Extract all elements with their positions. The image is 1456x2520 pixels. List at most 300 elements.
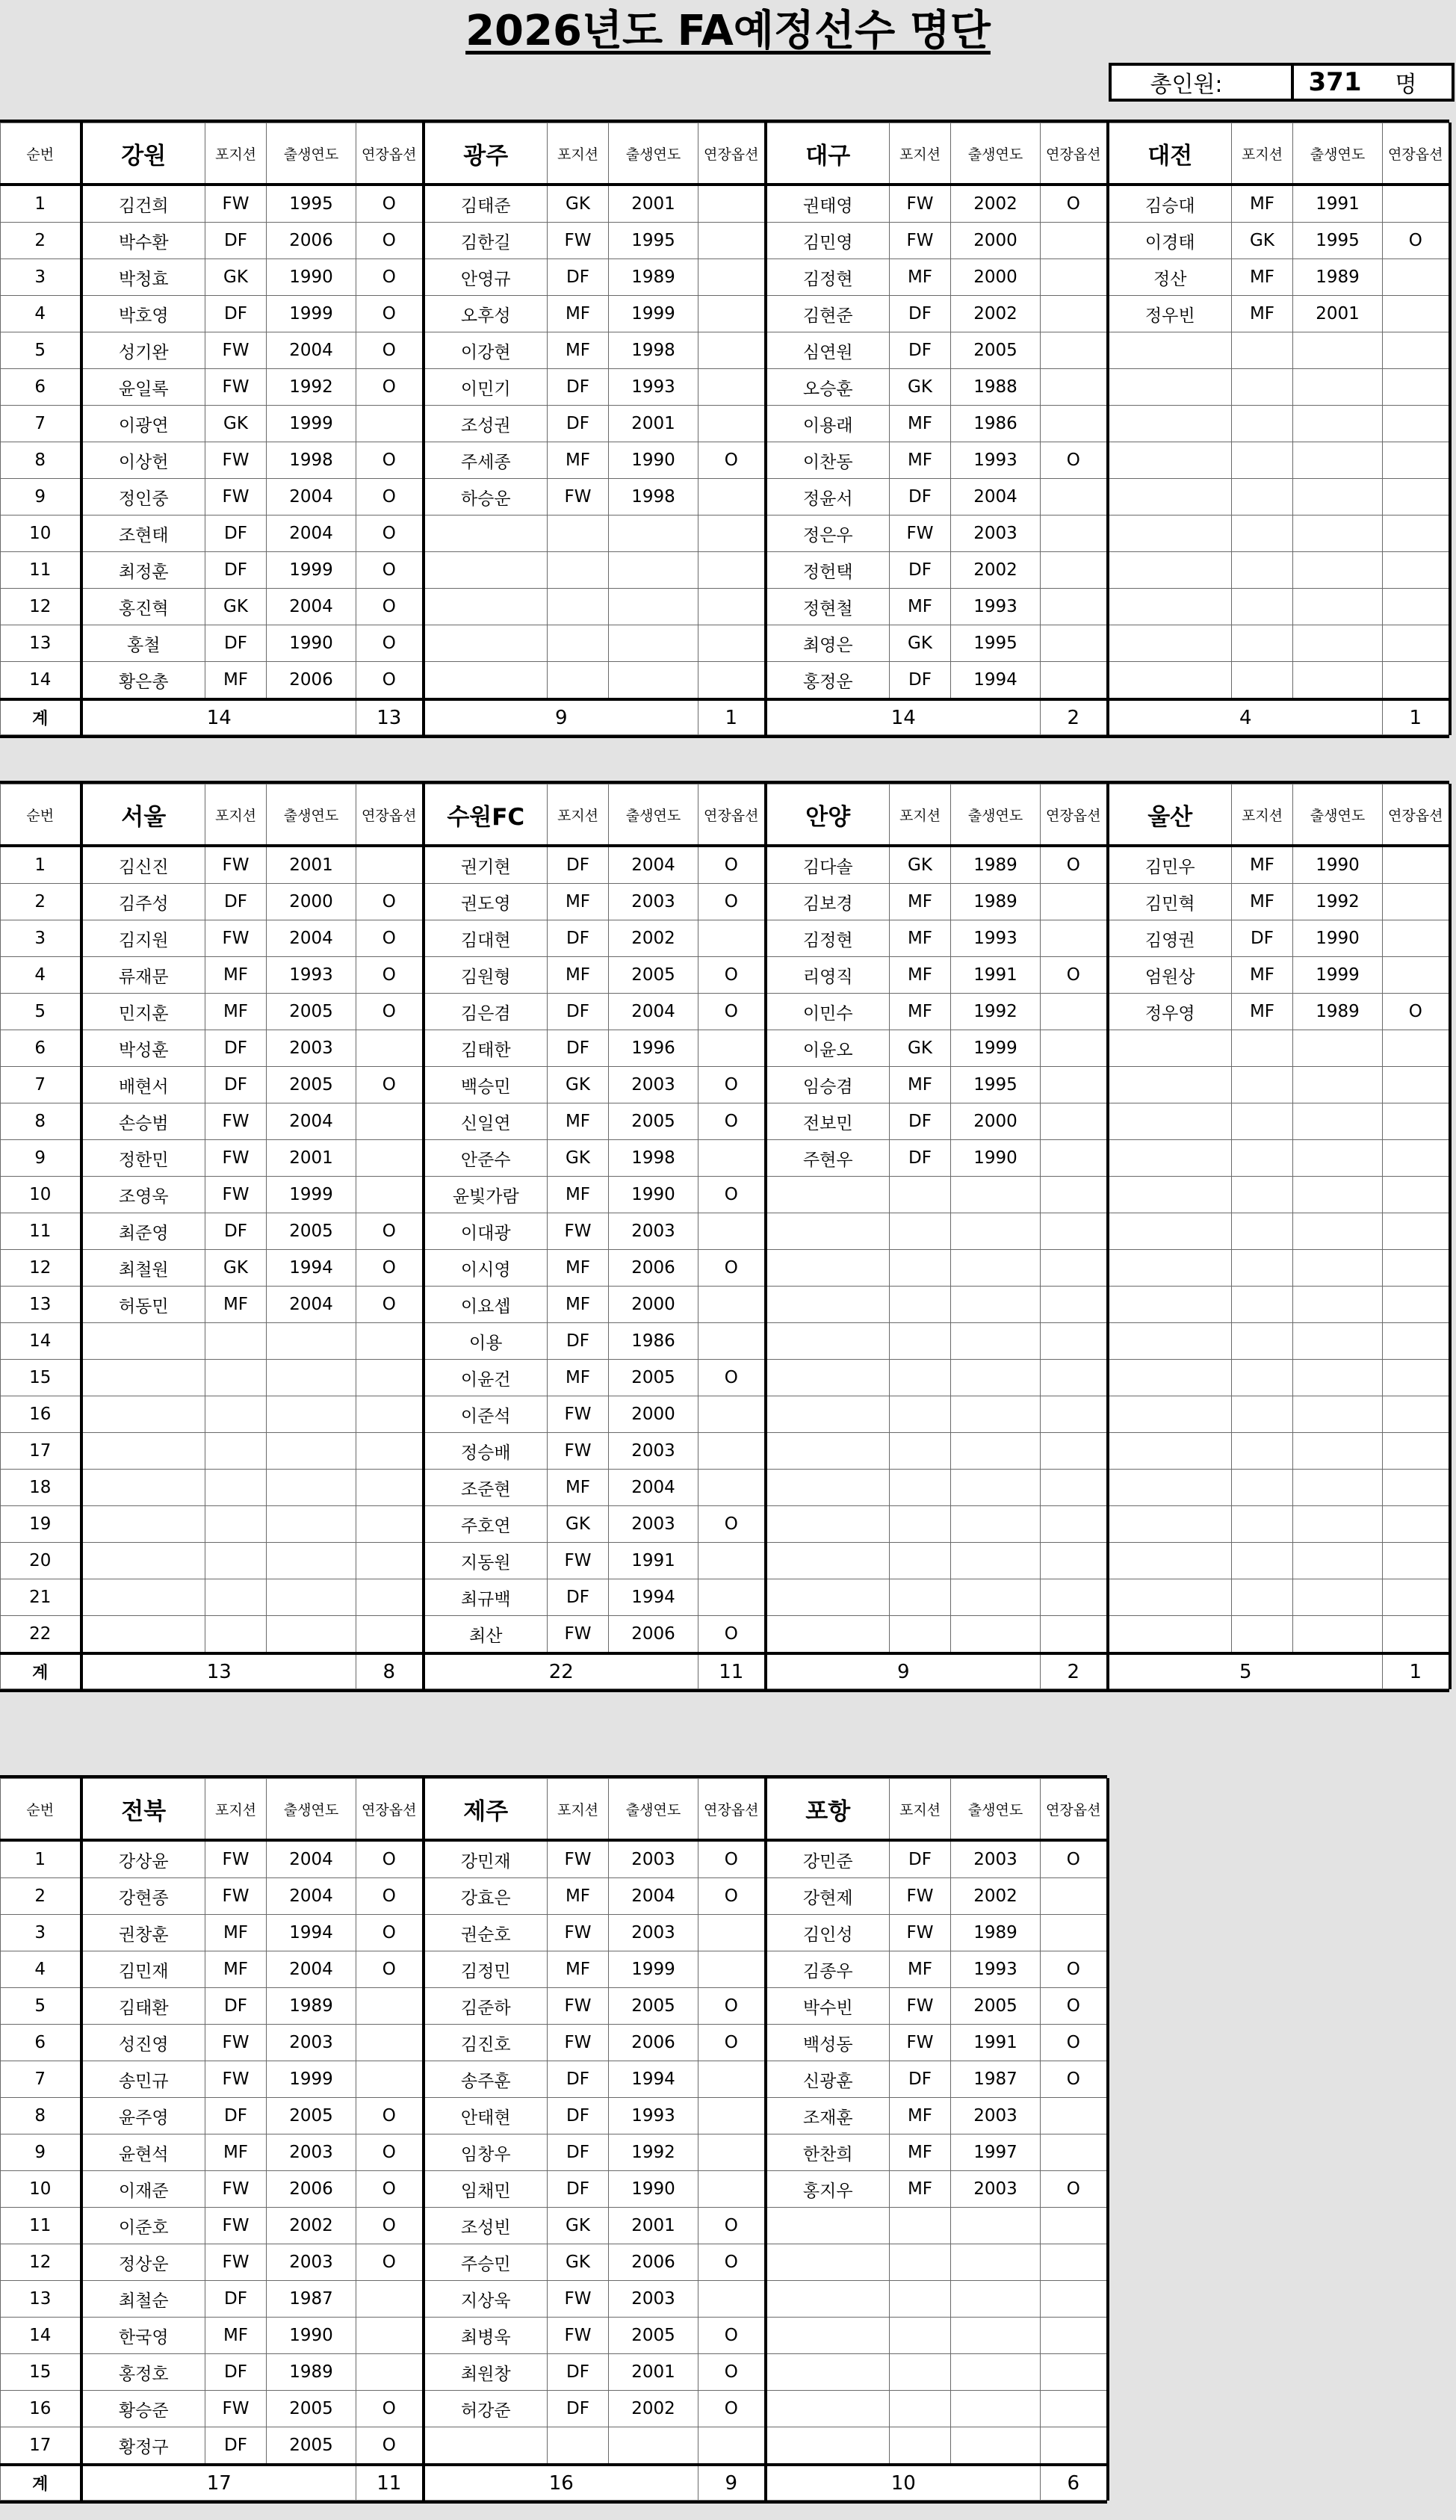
player-name xyxy=(1108,369,1232,406)
player-position: FW xyxy=(548,1915,609,1951)
table-row xyxy=(1,1616,1450,1654)
player-birth-year xyxy=(951,1470,1041,1506)
table-row xyxy=(1,516,1450,552)
player-name: 김신진 xyxy=(81,846,205,884)
player-position xyxy=(205,1323,267,1360)
player-option: O xyxy=(698,957,766,994)
player-option: O xyxy=(698,2318,766,2354)
team-option-total: 11 xyxy=(356,2465,424,2501)
player-option: O xyxy=(356,920,424,957)
team-player-total: 4 xyxy=(1108,699,1383,735)
player-option xyxy=(698,406,766,442)
player-name: 정인중 xyxy=(81,479,205,516)
player-name xyxy=(81,1543,205,1579)
player-name xyxy=(424,552,548,589)
player-name: 주호연 xyxy=(424,1506,548,1543)
row-number: 12 xyxy=(1,1250,81,1287)
player-position: MF xyxy=(548,1250,609,1287)
player-option xyxy=(698,662,766,700)
player-option xyxy=(1041,1543,1108,1579)
player-name: 신광훈 xyxy=(766,2061,890,2098)
table-row xyxy=(1,1323,1450,1360)
player-birth-year: 1993 xyxy=(609,2098,698,2134)
player-birth-year: 1993 xyxy=(951,1951,1041,1988)
player-name: 정윤서 xyxy=(766,479,890,516)
table-row xyxy=(1,369,1450,406)
player-option xyxy=(698,920,766,957)
table-row xyxy=(1,1878,1108,1915)
player-name: 이대광 xyxy=(424,1213,548,1250)
position-header: 포지션 xyxy=(548,784,609,846)
player-position: DF xyxy=(205,296,267,332)
table-row xyxy=(1,442,1450,479)
player-option xyxy=(356,1616,424,1654)
player-option xyxy=(1383,1579,1450,1616)
team-name: 울산 xyxy=(1108,784,1232,846)
player-position: FW xyxy=(548,1616,609,1654)
player-birth-year: 2006 xyxy=(609,2025,698,2061)
player-position: FW xyxy=(205,1840,267,1878)
player-option xyxy=(698,1470,766,1506)
player-position xyxy=(890,1396,951,1433)
player-position: DF xyxy=(548,406,609,442)
player-option xyxy=(1041,2244,1108,2281)
player-birth-year: 2002 xyxy=(267,2208,356,2244)
player-name: 강현종 xyxy=(81,1878,205,1915)
player-option xyxy=(698,1951,766,1988)
player-option xyxy=(1383,516,1450,552)
player-name: 김정현 xyxy=(766,920,890,957)
player-option xyxy=(356,1140,424,1177)
player-position: FW xyxy=(548,1213,609,1250)
row-number: 17 xyxy=(1,1433,81,1470)
player-position xyxy=(1232,1616,1293,1654)
player-option xyxy=(1383,185,1450,223)
player-option xyxy=(1383,442,1450,479)
player-position: DF xyxy=(205,625,267,662)
player-option xyxy=(356,1579,424,1616)
option-header: 연장옵션 xyxy=(698,123,766,185)
player-position: MF xyxy=(1232,296,1293,332)
player-name: 심연원 xyxy=(766,332,890,369)
player-birth-year: 1990 xyxy=(267,259,356,296)
player-name xyxy=(766,2208,890,2244)
table-row xyxy=(1,406,1450,442)
player-birth-year: 1998 xyxy=(267,442,356,479)
player-birth-year: 2002 xyxy=(609,2391,698,2427)
row-number: 18 xyxy=(1,1470,81,1506)
player-birth-year: 2001 xyxy=(609,2354,698,2391)
player-position: DF xyxy=(1232,920,1293,957)
player-position xyxy=(1232,1177,1293,1213)
player-birth-year: 1990 xyxy=(609,442,698,479)
player-option xyxy=(1383,1506,1450,1543)
player-birth-year xyxy=(609,552,698,589)
player-name: 조준현 xyxy=(424,1470,548,1506)
player-position xyxy=(1232,479,1293,516)
team-name: 수원FC xyxy=(424,784,548,846)
player-position: DF xyxy=(890,662,951,700)
player-birth-year: 1989 xyxy=(267,2354,356,2391)
player-name: 강효은 xyxy=(424,1878,548,1915)
row-number: 5 xyxy=(1,1988,81,2025)
player-name: 황정구 xyxy=(81,2427,205,2465)
player-birth-year xyxy=(951,1360,1041,1396)
player-birth-year: 1994 xyxy=(609,2061,698,2098)
player-birth-year xyxy=(951,2208,1041,2244)
table-row xyxy=(1,296,1450,332)
birth-year-header: 출생연도 xyxy=(609,1779,698,1841)
team-option-total: 11 xyxy=(698,1653,766,1689)
player-position: FW xyxy=(205,479,267,516)
player-position xyxy=(1232,1506,1293,1543)
player-birth-year: 2001 xyxy=(609,2208,698,2244)
player-birth-year: 1994 xyxy=(267,1250,356,1287)
team-option-total: 8 xyxy=(356,1653,424,1689)
player-position: DF xyxy=(890,479,951,516)
row-number: 4 xyxy=(1,957,81,994)
player-birth-year: 2004 xyxy=(267,1103,356,1140)
player-name xyxy=(1108,625,1232,662)
birth-year-header: 출생연도 xyxy=(609,123,698,185)
player-option: O xyxy=(1041,2171,1108,2208)
team-player-total: 22 xyxy=(424,1653,698,1689)
player-birth-year xyxy=(951,2244,1041,2281)
player-option xyxy=(698,2134,766,2171)
player-option xyxy=(698,369,766,406)
row-number: 11 xyxy=(1,552,81,589)
player-name: 황은총 xyxy=(81,662,205,700)
player-birth-year: 2004 xyxy=(267,332,356,369)
player-birth-year: 2003 xyxy=(609,1915,698,1951)
player-option xyxy=(1383,1067,1450,1103)
player-position: DF xyxy=(548,2134,609,2171)
player-name: 허강준 xyxy=(424,2391,548,2427)
player-position: DF xyxy=(205,2427,267,2465)
player-position: GK xyxy=(548,2208,609,2244)
position-header: 포지션 xyxy=(205,1779,267,1841)
player-name: 한국영 xyxy=(81,2318,205,2354)
row-number: 14 xyxy=(1,662,81,700)
player-name: 이민기 xyxy=(424,369,548,406)
team-option-total: 13 xyxy=(356,699,424,735)
player-option xyxy=(1383,369,1450,406)
player-position: FW xyxy=(890,516,951,552)
player-position: MF xyxy=(1232,259,1293,296)
seq-header: 순번 xyxy=(1,123,81,185)
row-number: 10 xyxy=(1,516,81,552)
team-player-total: 13 xyxy=(81,1653,356,1689)
player-position: DF xyxy=(205,2354,267,2391)
player-birth-year: 2003 xyxy=(267,1030,356,1067)
player-option xyxy=(1041,1396,1108,1433)
player-birth-year: 1994 xyxy=(267,1915,356,1951)
player-position xyxy=(1232,406,1293,442)
row-number: 16 xyxy=(1,1396,81,1433)
player-option xyxy=(1041,296,1108,332)
player-name: 민지훈 xyxy=(81,994,205,1030)
team-option-total: 2 xyxy=(1041,1653,1108,1689)
player-option: O xyxy=(356,1951,424,1988)
player-option xyxy=(698,1323,766,1360)
player-name: 강민준 xyxy=(766,1840,890,1878)
player-option xyxy=(356,1433,424,1470)
player-option xyxy=(698,1579,766,1616)
player-birth-year xyxy=(951,1213,1041,1250)
player-position: FW xyxy=(548,2281,609,2318)
player-name: 최정훈 xyxy=(81,552,205,589)
player-position: MF xyxy=(548,1360,609,1396)
player-position: MF xyxy=(890,2171,951,2208)
player-name: 김지원 xyxy=(81,920,205,957)
player-option: O xyxy=(698,2244,766,2281)
player-birth-year: 1999 xyxy=(1293,957,1383,994)
player-position xyxy=(1232,516,1293,552)
player-option xyxy=(1041,259,1108,296)
player-position: FW xyxy=(205,1878,267,1915)
player-option xyxy=(1041,223,1108,259)
roster-block xyxy=(0,781,1449,1692)
player-position xyxy=(1232,369,1293,406)
birth-year-header: 출생연도 xyxy=(1293,784,1383,846)
player-name xyxy=(81,1616,205,1654)
player-birth-year xyxy=(1293,1103,1383,1140)
player-option xyxy=(1383,589,1450,625)
player-option xyxy=(698,1433,766,1470)
player-position: MF xyxy=(548,296,609,332)
roster-block xyxy=(0,1775,1107,2504)
player-birth-year: 2006 xyxy=(609,1250,698,1287)
player-birth-year: 1999 xyxy=(267,1177,356,1213)
player-option: O xyxy=(698,1616,766,1654)
player-birth-year: 1991 xyxy=(609,1543,698,1579)
player-position: MF xyxy=(890,884,951,920)
player-birth-year: 2004 xyxy=(609,1470,698,1506)
player-position xyxy=(890,1177,951,1213)
table-row xyxy=(1,662,1450,700)
player-name: 송주훈 xyxy=(424,2061,548,2098)
player-name: 홍지우 xyxy=(766,2171,890,2208)
player-option: O xyxy=(698,1250,766,1287)
table-row xyxy=(1,1433,1450,1470)
table-row xyxy=(1,957,1450,994)
player-birth-year: 2004 xyxy=(609,1878,698,1915)
player-name: 김정현 xyxy=(766,259,890,296)
player-position: FW xyxy=(548,2318,609,2354)
player-option xyxy=(1041,2098,1108,2134)
player-birth-year xyxy=(1293,516,1383,552)
player-name: 권창훈 xyxy=(81,1915,205,1951)
player-name: 이용래 xyxy=(766,406,890,442)
player-name: 최산 xyxy=(424,1616,548,1654)
table-row xyxy=(1,2354,1108,2391)
player-name xyxy=(766,2244,890,2281)
player-birth-year: 2004 xyxy=(267,589,356,625)
player-birth-year: 2005 xyxy=(609,1360,698,1396)
player-option: O xyxy=(356,2208,424,2244)
player-position: DF xyxy=(548,1579,609,1616)
player-position: GK xyxy=(205,589,267,625)
player-birth-year: 1995 xyxy=(951,1067,1041,1103)
player-option xyxy=(356,1177,424,1213)
player-birth-year xyxy=(1293,1067,1383,1103)
row-number: 9 xyxy=(1,1140,81,1177)
player-option xyxy=(1383,552,1450,589)
player-position: GK xyxy=(548,2244,609,2281)
row-number: 15 xyxy=(1,1360,81,1396)
player-name xyxy=(1108,1323,1232,1360)
player-option: O xyxy=(698,846,766,884)
player-option: O xyxy=(698,1177,766,1213)
player-name xyxy=(766,1433,890,1470)
player-option xyxy=(356,846,424,884)
player-birth-year xyxy=(609,662,698,700)
player-name: 김원형 xyxy=(424,957,548,994)
player-option xyxy=(698,2061,766,2098)
player-birth-year: 2006 xyxy=(609,2244,698,2281)
player-birth-year: 1986 xyxy=(609,1323,698,1360)
player-birth-year: 2005 xyxy=(267,1067,356,1103)
player-name xyxy=(1108,1250,1232,1287)
player-name: 강상윤 xyxy=(81,1840,205,1878)
player-position: FW xyxy=(548,223,609,259)
player-birth-year: 2001 xyxy=(267,846,356,884)
player-option xyxy=(698,1140,766,1177)
player-option: O xyxy=(1041,1988,1108,2025)
player-birth-year: 2004 xyxy=(267,479,356,516)
player-name: 성진영 xyxy=(81,2025,205,2061)
player-option xyxy=(1041,1103,1108,1140)
birth-year-header: 출생연도 xyxy=(951,123,1041,185)
page-title: 2026년도 FA예정선수 명단 xyxy=(465,7,991,55)
player-birth-year: 1989 xyxy=(1293,994,1383,1030)
seq-header: 순번 xyxy=(1,784,81,846)
player-name: 성기완 xyxy=(81,332,205,369)
table-row xyxy=(1,2391,1108,2427)
player-option xyxy=(698,185,766,223)
player-birth-year: 1990 xyxy=(609,1177,698,1213)
player-option: O xyxy=(698,994,766,1030)
player-position: DF xyxy=(205,2098,267,2134)
table-row xyxy=(1,884,1450,920)
player-option xyxy=(356,1543,424,1579)
player-position xyxy=(1232,332,1293,369)
player-name: 정산 xyxy=(1108,259,1232,296)
player-birth-year: 1991 xyxy=(1293,185,1383,223)
player-option: O xyxy=(356,662,424,700)
total-label: 계 xyxy=(1,2465,81,2501)
position-header: 포지션 xyxy=(548,1779,609,1841)
player-position xyxy=(1232,1103,1293,1140)
table-row xyxy=(1,2171,1108,2208)
team-option-total: 9 xyxy=(698,2465,766,2501)
position-header: 포지션 xyxy=(1232,784,1293,846)
player-birth-year: 1999 xyxy=(951,1030,1041,1067)
player-position xyxy=(890,1323,951,1360)
player-position: DF xyxy=(205,223,267,259)
player-position: MF xyxy=(890,442,951,479)
player-option xyxy=(1383,1433,1450,1470)
table-row xyxy=(1,2427,1108,2465)
player-position: GK xyxy=(205,406,267,442)
player-birth-year: 2003 xyxy=(267,2244,356,2281)
row-number: 1 xyxy=(1,1840,81,1878)
player-option xyxy=(698,259,766,296)
player-option xyxy=(1383,259,1450,296)
player-option: O xyxy=(356,552,424,589)
player-name xyxy=(1108,1579,1232,1616)
player-birth-year xyxy=(267,1543,356,1579)
player-birth-year xyxy=(951,1579,1041,1616)
player-position xyxy=(205,1470,267,1506)
player-name: 홍정운 xyxy=(766,662,890,700)
player-option xyxy=(698,1213,766,1250)
player-name xyxy=(766,1616,890,1654)
player-option: O xyxy=(698,1103,766,1140)
player-name: 이재준 xyxy=(81,2171,205,2208)
player-option xyxy=(698,2171,766,2208)
row-number: 17 xyxy=(1,2427,81,2465)
player-birth-year: 1999 xyxy=(267,552,356,589)
player-option xyxy=(698,2098,766,2134)
player-birth-year xyxy=(951,2391,1041,2427)
table-row xyxy=(1,2244,1108,2281)
player-position xyxy=(205,1616,267,1654)
player-birth-year: 2000 xyxy=(609,1287,698,1323)
player-name xyxy=(1108,1213,1232,1250)
total-label: 계 xyxy=(1,699,81,735)
player-name: 백승민 xyxy=(424,1067,548,1103)
player-name: 박호영 xyxy=(81,296,205,332)
player-birth-year xyxy=(951,2318,1041,2354)
player-name: 안준수 xyxy=(424,1140,548,1177)
player-name xyxy=(1108,1433,1232,1470)
player-birth-year: 1993 xyxy=(267,957,356,994)
player-position xyxy=(548,589,609,625)
player-birth-year xyxy=(1293,1140,1383,1177)
player-name: 권태영 xyxy=(766,185,890,223)
player-name xyxy=(766,1470,890,1506)
player-birth-year: 2006 xyxy=(267,223,356,259)
player-name: 백성동 xyxy=(766,2025,890,2061)
player-option xyxy=(1041,406,1108,442)
player-birth-year xyxy=(1293,442,1383,479)
team-player-total: 14 xyxy=(766,699,1041,735)
player-position: MF xyxy=(890,2134,951,2171)
row-number: 9 xyxy=(1,2134,81,2171)
total-row xyxy=(1,2465,1108,2501)
player-position xyxy=(890,1433,951,1470)
player-position xyxy=(890,2318,951,2354)
player-birth-year: 2005 xyxy=(267,2427,356,2465)
table-row xyxy=(1,2061,1108,2098)
player-option xyxy=(1383,1323,1450,1360)
player-option xyxy=(698,2281,766,2318)
player-position xyxy=(205,1579,267,1616)
player-birth-year: 1990 xyxy=(1293,920,1383,957)
player-option xyxy=(1383,1396,1450,1433)
player-option: O xyxy=(1041,442,1108,479)
player-birth-year: 1994 xyxy=(609,1579,698,1616)
player-birth-year: 1993 xyxy=(609,369,698,406)
player-name: 안영규 xyxy=(424,259,548,296)
table-row xyxy=(1,1988,1108,2025)
player-option xyxy=(356,1360,424,1396)
player-name: 박청효 xyxy=(81,259,205,296)
player-position: DF xyxy=(548,2354,609,2391)
total-row xyxy=(1,699,1450,735)
player-birth-year: 2005 xyxy=(267,2391,356,2427)
